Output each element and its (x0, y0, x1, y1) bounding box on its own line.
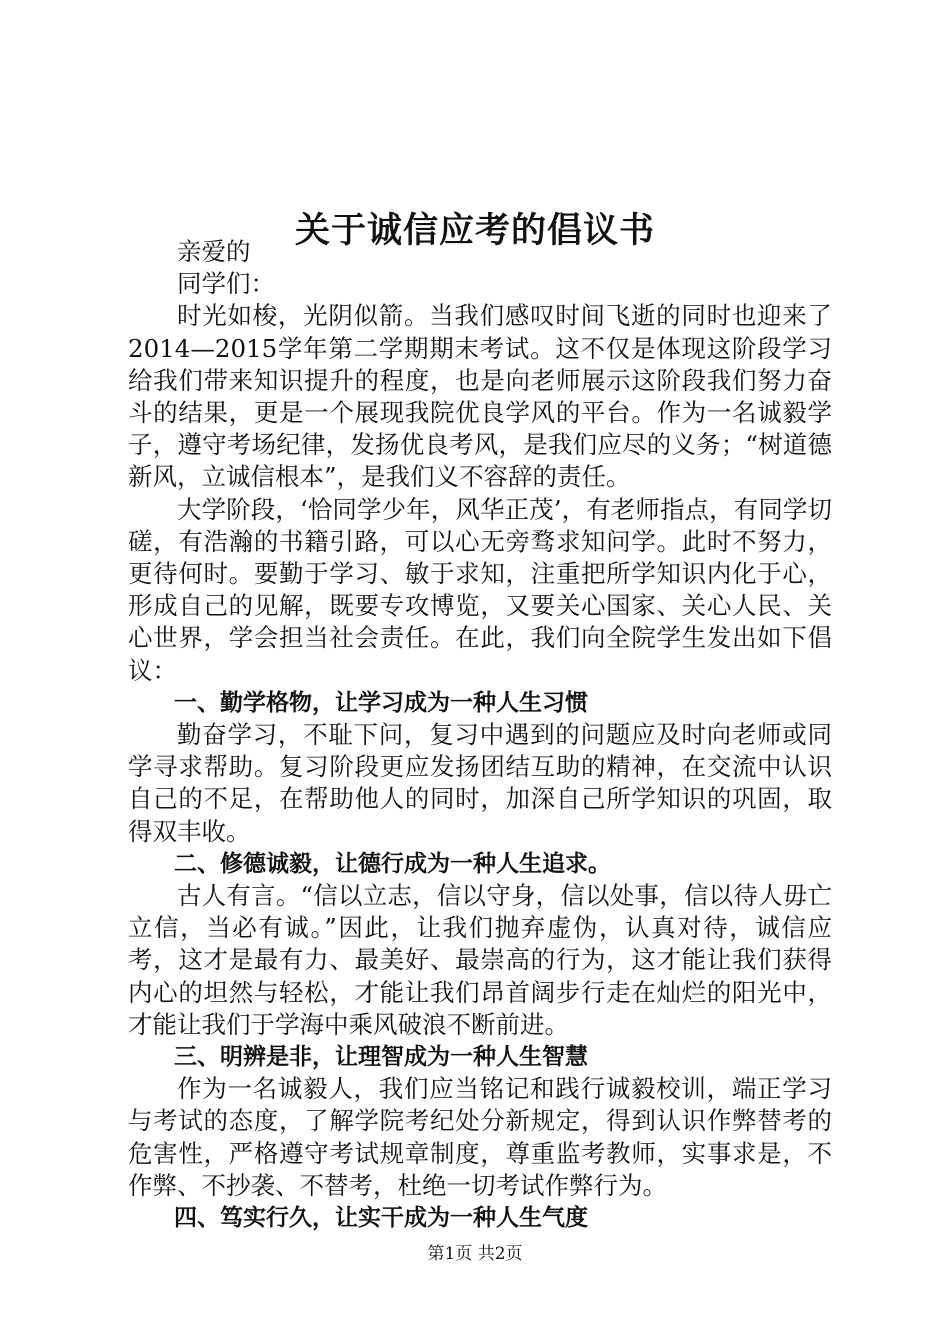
section-heading-1: 一、勤学格物，让学习成为一种人生习惯 (174, 689, 588, 716)
section-heading-3: 三、明辨是非，让理智成为一种人生智慧 (174, 1044, 588, 1071)
paragraph-section-1: 勤奋学习，不耻下问，复习中遇到的问题应及时向老师或同学寻求帮助。复习阶段更应发扬团结互助的精神，在交流中认识自己的不足，在帮助他人的同时，加深自己所学知识的巩固，取得双丰收。 (128, 720, 832, 846)
section-heading-2: 二、修德诚毅，让德行成为一种人生追求。 (174, 850, 611, 877)
page-footer: 第1页 共2页 (427, 1244, 523, 1264)
document-body (128, 236, 832, 1234)
salutation-line-2: 同学们： (177, 269, 275, 299)
salutation-line-1: 亲爱的 (177, 237, 251, 266)
paragraph-section-2: 古人有言。“信以立志，信以守身，信以处事，信以待人毋亡立信，当必有诚。”因此，让我们抛弃虚伪，认真对待，诚信应考，这才是最有力、最美好、最崇高的行为，这才能让我们获得内心的坦然与轻松，才能让我们昂首阔步行走在灿烂的阳光中，才能让我们于学海中乘风破浪不断前进。 (128, 881, 832, 1039)
paragraph-section-3: 作为一名诚毅人，我们应当铭记和践行诚毅校训，端正学习与考试的态度，了解学院考纪处分新规定，得到认识作弊替考的危害性，严格遵守考试规章制度，尊重监考教师，实事求是，不作弊、不抄袭、不替考，杜绝一切考试作弊行为。 (128, 1074, 832, 1200)
paragraph-intro: 时光如梭，光阴似箭。当我们感叹时间飞逝的同时也迎来了2014—2015学年第二学期期末考试。这不仅是体现这阶段学习给我们带来知识提升的程度，也是向老师展示这阶段我们努力奋斗的结果，更是一个展现我院优良学风的平台。作为一名诚毅学子，遵守考场纪律，发扬优良考风，是我们应尽的义务；“树道德新风，立诚信根本”，是我们义不容辞的责任。 (128, 301, 832, 492)
document-title: 关于诚信应考的倡议书 (294, 211, 655, 252)
section-heading-4: 四、笃实行久，让实干成为一种人生气度 (174, 1205, 588, 1232)
paragraph-university: 大学阶段，‘恰同学少年，风华正茂’，有老师指点，有同学切磋，有浩瀚的书籍引路，可以心无旁骛求知问学。此时不努力，更待何时。要勤于学习、敏于求知，注重把所学知识内化于心，形成自己的见解，既要专攻博览，又要关心国家、关心人民、关心世界，学会担当社会责任。在此，我们向全院学生发出如下倡议： (128, 494, 832, 685)
